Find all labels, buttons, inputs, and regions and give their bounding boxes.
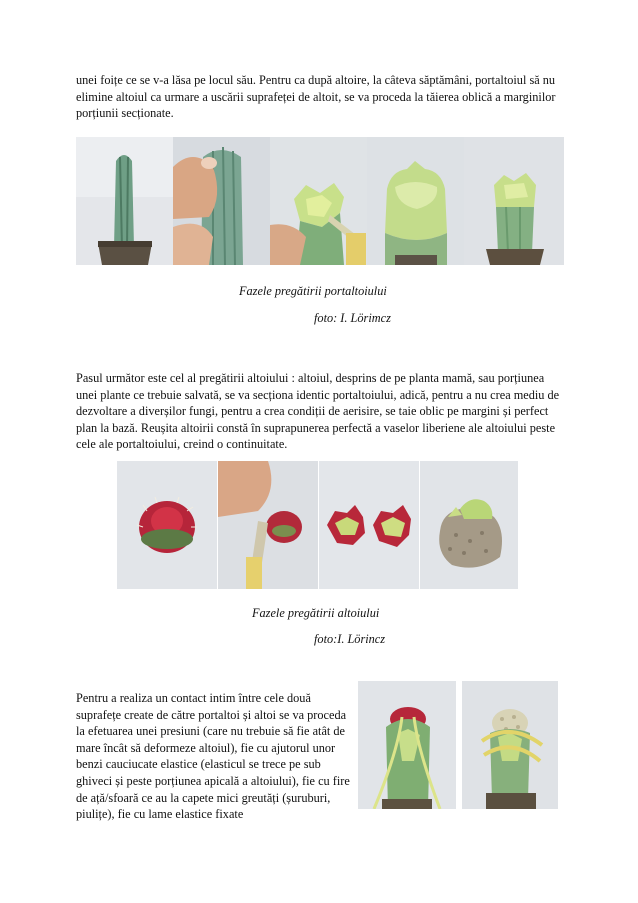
photo-scion-whole (117, 461, 217, 589)
figure2-caption: Fazele pregătirii altoiului (252, 606, 380, 620)
photo-rootstock-beveled (464, 137, 564, 265)
photo-scion-cutting (218, 461, 318, 589)
photo-rootstock-cutting (270, 137, 367, 265)
photo-rootstock-whole (76, 137, 173, 265)
photo-graft-string-weights (462, 681, 558, 809)
paragraph-scion-preparation: Pasul următor este cel al pregătirii altoiului : altoiul, desprins de pe planta mamă, sau porțiunea unei plante ce trebuie salvată, se va secționa identic portaltoiului, adică, pentru a nu crea mediu de dezvoltare a diverșilor fungi, pentru a crea condiții de aerisire, se taie oblic pe margini și perfect plan la bază. Reușita altoirii constă în suprapunerea perfectă a vaselor liberiene ale altoiului peste cele ale portaltoiului, creind o continuitate. (76, 371, 560, 452)
photo-rootstock-cut-surface (367, 137, 464, 265)
paragraph-grafting-pressure: Pentru a realiza un contact intim între cele două suprafețe create de către portaltoi și altoi se va proceda la efetuarea unei presiuni (care nu trebuie să fie atât de mare încât să deformeze altoiul), fie cu ajutorul unor benzi cauciucate elastice (elasticul se trece pe sub ghiveci și peste porțiunea apicală a altoiului), fie cu fire de ață/sfoară ce au la capete mici greutăți (șuruburi, piulițe), fie cu lame elastice fixate (76, 691, 350, 822)
paragraph-intro: unei foițe ce se v-a lăsa pe locul său. Pentru ca după altoire, la câteva săptămâni, portaltoiul să nu elimine altoiul ca urmare a uscării suprafeței de altoit, se va proceda la tăierea oblică a marginilor porțiunii secționate. (76, 73, 556, 121)
figure1-caption: Fazele pregătirii portaltoiului (239, 284, 387, 298)
photo-rootstock-hand-hold (173, 137, 270, 265)
photo-scion-cut-pieces (319, 461, 419, 589)
figure1-credit: foto: I. Lörimcz (314, 311, 391, 325)
figure2-credit: foto:I. Lörincz (314, 632, 386, 646)
photo-scion-base (420, 461, 518, 589)
photo-graft-elastic-band (358, 681, 456, 809)
